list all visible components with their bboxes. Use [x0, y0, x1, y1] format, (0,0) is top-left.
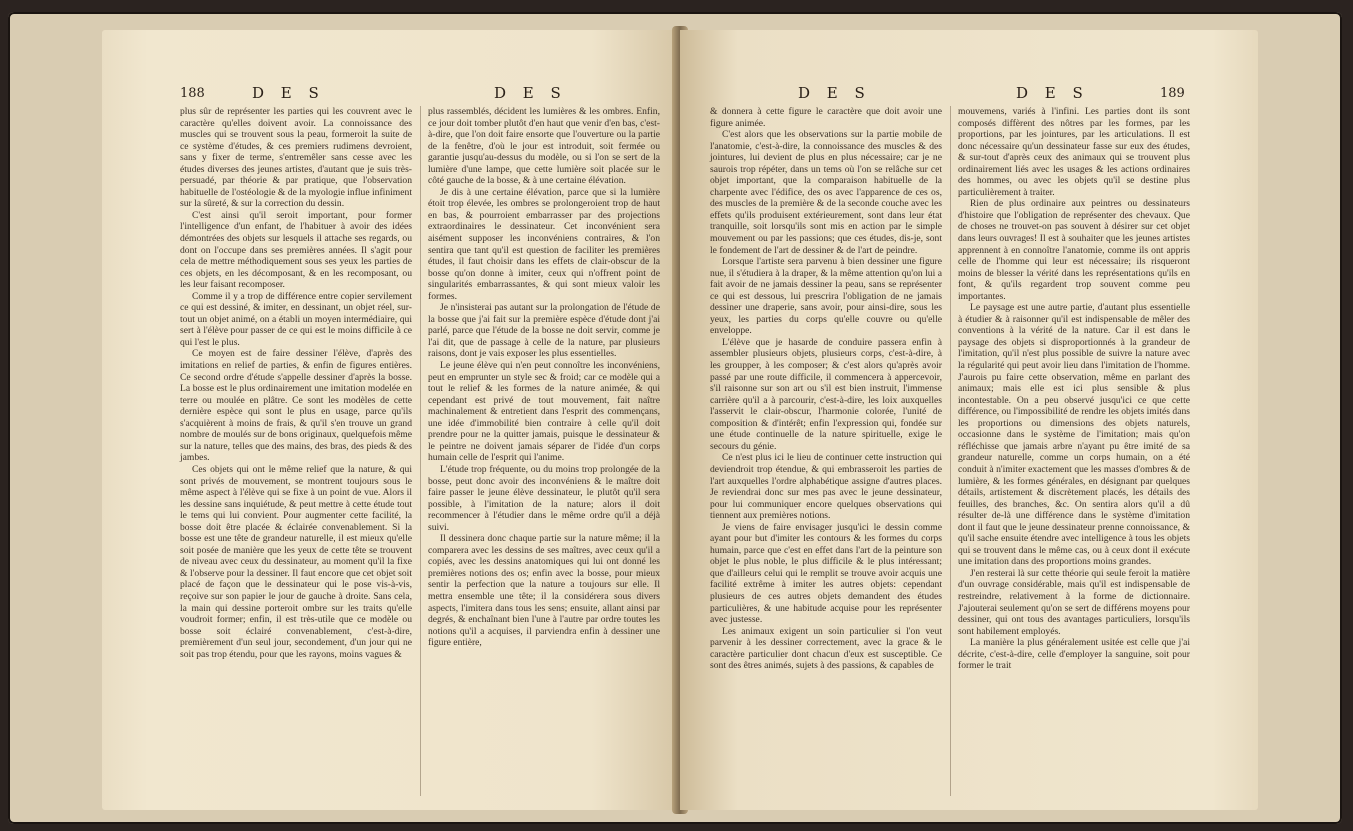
left-column-1	[180, 106, 412, 660]
paragraph: L'étude trop fréquente, ou du moins trop prolongée de la bosse, peut donc avoir des inconvéniens & le maître doit faire passer le jeune élève dessinateur, le plutôt qu'il sera possible, à l'imitation de la nature; alors il doit recommencer à l'étudier dans le même ordre qu'il a déjà suivi.	[428, 463, 660, 533]
paragraph: Ce n'est plus ici le lieu de continuer cette instruction qui deviendroit trop étendue, & qui embrasseroit les parties de l'art auxquelles l'ordre alphabétique assigne d'autres places. Je reviendrai donc sur mes pas avec le jeune dessinateur, pour lui communiquer encore quelques observations qui tiennent aux premières notions.	[710, 452, 942, 522]
paragraph: & donnera à cette figure le caractère que doit avoir une figure animée.	[710, 106, 942, 129]
paragraph: plus sûr de représenter les parties qui les couvrent avec le caractère qu'elles doivent avoir. La connoissance des muscles qui se trouvent sous la peau, formeroit la suite de ce système d'études, & ces premiers rudimens devroient, sans y fixer de terme, s'entremêler sans cesse avec les études diverses des jeunes artistes, d'autant que je suis très-persuadé, par théorie & par pratique, que l'observation habituelle de l'ostéologie & de la myologie influe infiniment sur la sûreté, & sur la correction du dessin.	[180, 106, 412, 210]
right-column-1	[710, 106, 942, 672]
right-page	[680, 30, 1258, 810]
left-column-2	[428, 106, 660, 649]
paragraph: Ce moyen est de faire dessiner l'élève, d'après des imitations en relief de parties, & enfin de figures entières. Ce second ordre d'étude s'appelle dessiner d'après la bosse. La bosse est le plus ordinairement une imitation modelée en terre ou moulée en plâtre. Ce sont les modèles de cette dernière espèce qui sont le plus en usage, parce qu'ils s'acquièrent à moins de frais, & qu'il s'en trouve un grand nombre de moulés sur de bons originaux, quelquefois même sur la nature, telles que des mains, des bras, des pieds & des jambes.	[180, 348, 412, 464]
paragraph: Je dis à une certaine élévation, parce que si la lumière étoit trop élevée, les ombres se prolongeroient trop de haut en bas, & pourroient embarrasser par des projections extraordinaires le dessinateur. Cet inconvénient sera aisément supposer les inconvéniens contraires, & l'on sentira que tant qu'il est question de faciliter les premières études, il faut choisir dans les effets de clair-obscur de la bosse qu'on donne à imiter, ceux qui n'offrent point de singularités embarrassantes, & qui sont mieux valoir les formes.	[428, 186, 660, 302]
book-spread	[8, 12, 1342, 824]
paragraph: Ces objets qui ont le même relief que la nature, & qui sont privés de mouvement, se montrent toujours sous le même aspect à l'élève qui se fixe à un point de vue. Alors il les dessine sans inquiétude, & peut mettre à cette étude tout le tems qui lui convient. Pour augmenter cette facilité, la bosse doit être placée & éclairée convenablement. Si la bosse est une tête de grandeur naturelle, il est mieux qu'elle soit posée de manière que les yeux de cette tête se trouvent de niveau avec ceux du dessinateur, au moment qu'il la fixe & l'observe pour la dessiner. Il faut encore que cet objet soit placé de façon que le dessinateur qui le pose vis-à-vis, reçoive sur son papier le jour de gauche à droite. Sans cela, la main qui dessine porteroit ombre sur les traits qu'elle voudroit former; enfin, il est très-utile que ce modèle ou bosse soit éclairé convenablement, c'est-à-dire, premièrement d'un seul jour, secondement, d'un jour qui ne soit pas trop étendu, pour que les rayons, moins vagues &	[180, 463, 412, 660]
paragraph: Le paysage est une autre partie, d'autant plus essentielle à étudier & à raisonner qu'il est indispensable de mêler des conventions à la vérité de la nature. Car il est dans le paysage des objets si disproportionnés à la grandeur de l'imitation, qu'il n'est plus possible de suivre la nature avec la régularité qui peut avoir lieu dans l'imitation de l'homme. J'aurois pu faire cette observation, même en parlant des animaux; mais elle est ici plus sensible & plus incontestable. On a peu observé jusqu'ici ce que cette différence, ou l'impossibilité de rendre les objets imités dans les proportions ou dimensions des objets naturels, occasionne dans le système de l'imitation; mais qu'on réfléchisse que jamais arbre n'ayant pu être imité de sa grandeur naturelle, comme un corps humain, on a été conduit à n'imiter exactement que les masses d'ombres & de lumière, & les formes générales, en désignant par quelques détails, artistement & discrètement placés, les détails des feuilles, des branches, &c. On sentira alors qu'il a dû résulter de-là une différence dans le système d'imitation dont il faut que le jeune dessinateur prenne connoissance, & qu'il sache ensuite étendre avec intelligence à tous les objets qui se trouvent dans le même cas, ou à ceux dont il exécute une imitation dans des proportions moins grandes.	[958, 302, 1191, 568]
paragraph: Rien de plus ordinaire aux peintres ou dessinateurs d'histoire que l'obligation de représenter des chevaux. Que de choses ne trouvet-on pas souvent à désirer sur cet objet dans leurs ouvrages! Il est à souhaiter que les jeunes artistes apprennent à en connoître l'anatomie, comme ils ont appris celle de l'homme qui leur est nécessaire; ils risqueront moins de blesser la vérité dans les représentations qu'ils en font, & qu'ils regardent trop souvent comme peu importantes.	[958, 198, 1190, 302]
paragraph: Je viens de faire envisager jusqu'ici le dessin comme ayant pour but d'imiter les contours & les formes du corps humain, parce que c'est en effet dans l'art de la peinture son objet le plus noble, le plus difficile & le plus intéressant; que d'ailleurs celui qui le remplit se trouve avoir acquis une facilité extrême à imiter les autres objets: cependant plusieurs de ces autres objets demandent des études particulières, & une habitude acquise pour les représenter avec justesse.	[710, 521, 942, 626]
paragraph: J'en resterai là sur cette théorie qui seule feroit la matière d'un ouvrage considérable, mais qu'il est indispensable de restreindre, relativement à la forme de dictionnaire. J'ajouterai seulement qu'on se sert de différens moyens pour dessiner, qui ont tous des avantages particuliers, lorsqu'ils sont habilement employés.	[958, 567, 1190, 637]
right-column-2	[958, 106, 1190, 672]
paragraph: C'est alors que les observations sur la partie mobile de l'anatomie, c'est-à-dire, la connoissance des muscles & des jointures, lui devient de plus en plus nécessaire; car je ne saurois trop répéter, dans un tems où l'on se relâche sur cet objet important, que la comparaison habituelle de la charpente avec l'édifice, des os avec l'apparence de ces os, des muscles de la première & de la seconde couche avec les effets qu'ils produisent extérieurement, sont dans leur état tranquille, soit lorsqu'ils sont mis en action par le simple mouvement ou par les passions; que ces études, dis-je, sont le fondement de l'art de dessiner & de l'art de peindre.	[710, 129, 942, 256]
paragraph: mouvemens, variés à l'infini. Les parties dont ils sont composés diffèrent des nôtres par les formes, par les proportions, par les jointures, par les articulations. Il est donc nécessaire qu'un dessinateur fasse sur eux des études, & sur-tout d'après ceux des animaux qui se trouvent plus ordinairement liés avec les usages & les actions ordinaires des hommes, ou avec les objets qu'il se destine plus particulièrement à traiter.	[958, 106, 1190, 198]
left-running-head	[102, 84, 678, 104]
left-head-word-2: D E S	[494, 84, 567, 102]
paragraph: Les animaux exigent un soin particulier si l'on veut parvenir à les dessiner correctement, avec la grace & le caractère particulier dont chacun d'eux est susceptible. Ce sont des êtres animés, sujets à des passions, & capables de	[710, 625, 942, 672]
paragraph: Il dessinera donc chaque partie sur la nature même; il la comparera avec les dessins de ses maîtres, avec ceux qu'il a copiés, avec les dessins anatomiques qui lui ont donné les premières notions des os; enfin avec la bosse, pour mieux sentir la perfection que la nature a toujours sur elle. Il mettra ensemble une tête; il la considérera sous divers aspects, l'imitera dans tous les sens; ensuite, allant ainsi par degrés, & enchaînant bien l'une à l'autre par ordre toutes les notions qu'il a acquises, il parviendra enfin à dessiner une figure entière,	[428, 533, 660, 649]
right-page-number: 189	[1160, 86, 1185, 101]
right-head-word-1: D E S	[798, 84, 871, 102]
left-page-number: 188	[180, 86, 205, 101]
left-page	[102, 30, 678, 810]
right-running-head	[680, 84, 1258, 104]
paragraph: Comme il y a trop de différence entre copier servilement ce qui est dessiné, & imiter, en dessinant, un objet réel, sur-tout un objet animé, on a établi un moyen intermédiaire, qui sert à l'élève pour passer de ce qui est le moins difficile à ce qui l'est le plus.	[180, 290, 412, 348]
right-column-rule	[950, 106, 951, 796]
paragraph: Lorsque l'artiste sera parvenu à bien dessiner une figure nue, il s'étudiera à la draper, & la même attention qu'on lui a fait avoir de ne jamais dessiner la peau, sans se représenter ce qui est dessous, lui prescrira l'obligation de ne jamais dessiner une draperie, sans avoir, pour ainsi-dire, sous les yeux, les parties du corps qu'elle couvre ou qu'elle enveloppe.	[710, 256, 942, 337]
left-head-word-1: D E S	[252, 84, 325, 102]
right-head-word-2: D E S	[1016, 84, 1089, 102]
paragraph: La manière la plus généralement usitée est celle que j'ai décrite, c'est-à-dire, celle d'employer la sanguine, soit pour former le trait	[958, 637, 1190, 672]
paragraph: C'est ainsi qu'il seroit important, pour former l'intelligence d'un enfant, de l'habituer à avoir des idées démontrées des objets sur lesquels il attache ses regards, ou dont on l'occupe dans ses premières années. Il s'agit pour cela de mettre méthodiquement sous ses yeux les parties de ces objets, en les décomposant, & en les recomposant, ou les leur faisant recomposer.	[180, 209, 412, 291]
left-column-rule	[420, 106, 421, 796]
paragraph: Je n'insisterai pas autant sur la prolongation de l'étude de la bosse que j'ai fait sur la première espèce d'étude dont j'ai parlé, parce que l'étude de la bosse ne doit servir, comme je l'ai dit, que de passage à celle de la nature, par plusieurs raisons, dont je vais exposer les plus essentielles.	[428, 302, 660, 360]
paragraph: plus rassemblés, décident les lumières & les ombres. Enfin, ce jour doit tomber plutôt d'en haut que venir d'en bas, c'est-à-dire, que l'on doit faire ensorte que l'ouverture ou la partie de la fenêtre, d'où le jour est introduit, soit fermée ou garantie jusqu'au-dessus du modèle, ou si l'on se sert de la lumière d'une lampe, que cette lumière soit placée sur le côté gauche de la bosse, & à une certaine élévation.	[428, 106, 660, 187]
paragraph: Le jeune élève qui n'en peut connoître les inconvéniens, peut en emprunter un style sec & froid; car ce modèle qui a tout le relief & les formes de la nature animée, & qui cependant est privé de tout mouvement, fait naître machinalement & entretient dans l'esprit des commençans, une idée d'immobilité bien contraire à celle qu'il doit prendre pour ne la quitter jamais, puisque le dessinateur & le peintre ne doivent jamais séparer de l'idée d'un corps humain celle de l'esprit qui l'anime.	[428, 360, 660, 464]
paragraph: L'élève que je hasarde de conduire passera enfin à assembler plusieurs objets, plusieurs corps, c'est-à-dire, à les groupper, à les composer; & c'est alors qu'après avoir passé par une route difficile, il commencera à appercevoir, s'il raisonne sur son art ou s'il est bien instruit, l'immense carrière qu'il a à parcourir, c'est-à-dire, les loix auxquelles l'asservit le clair-obscur, l'harmonie colorée, l'unité de composition & d'intérêt; enfin l'expression qui, fondée sur une étude continuelle de la nature spirituelle, exige le secours du génie.	[710, 336, 942, 452]
